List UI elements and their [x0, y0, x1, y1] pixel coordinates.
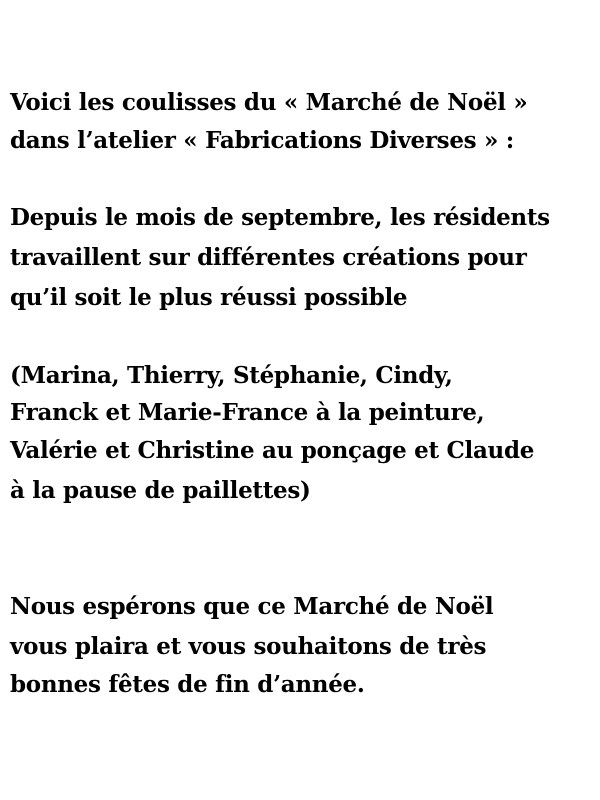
credits-line-2: Franck et Marie-France à la peinture,: [10, 399, 485, 426]
intro-line-2: dans l’atelier « Fabrications Diverses » :: [10, 127, 514, 154]
intro-line-1: Voici les coulisses du « Marché de Noël »: [10, 89, 528, 116]
work-line-1: Depuis le mois de septembre, les résidents: [10, 204, 550, 231]
credits-line-3: Valérie et Christine au ponçage et Claude: [10, 437, 535, 464]
work-line-3: qu’il soit le plus réussi possible: [10, 284, 408, 311]
work-line-2: travaillent sur différentes créations pour: [10, 244, 527, 271]
closing-line-1: Nous espérons que ce Marché de Noël: [10, 593, 494, 620]
credits-line-4: à la pause de paillettes): [10, 477, 311, 504]
closing-line-2: vous plaira et vous souhaitons de très: [10, 633, 487, 660]
closing-line-3: bonnes fêtes de fin d’année.: [10, 671, 365, 698]
credits-line-1: (Marina, Thierry, Stéphanie, Cindy,: [10, 362, 453, 389]
